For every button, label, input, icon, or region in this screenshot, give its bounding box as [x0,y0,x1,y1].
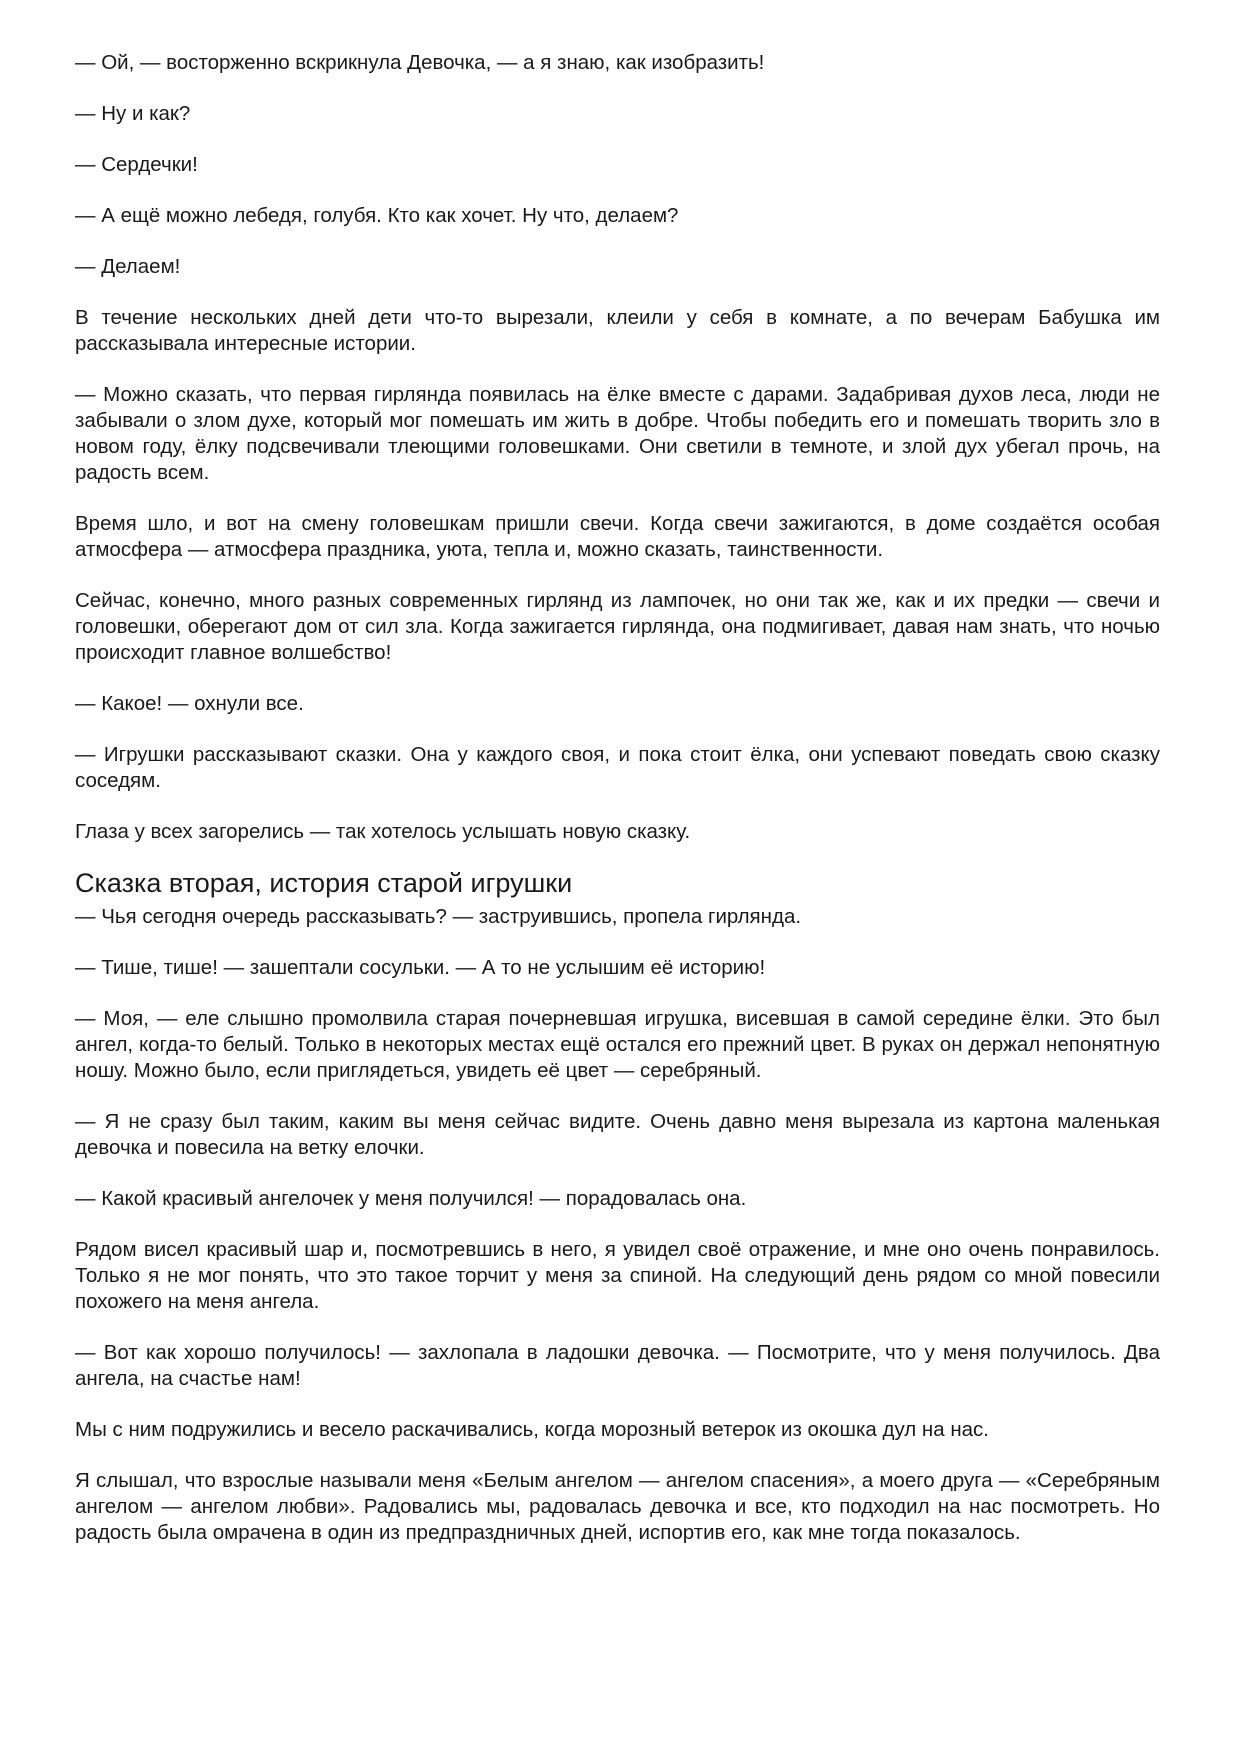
paragraph: — Ой, — восторженно вскрикнула Девочка, — а я знаю, как изобразить! [75,51,765,74]
paragraph: — Вот как хорошо получилось! — захлопала в ладошки девочка. — Посмотрите, что у меня получилось. Два ангела, на счастье нам! [75,1341,1160,1390]
paragraph: — Можно сказать, что первая гирлянда появилась на ёлке вместе с дарами. Задабривая духов леса, люди не забывали о злом духе, который мог помешать им жить в добре. Чтобы победить его и помешать творить зло в новом году, ёлку подсвечивали тлеющими головешками. Они светили в темноте, и злой дух убегал прочь, на радость всем. [75,383,1160,484]
paragraph: Мы с ним подружились и весело раскачивались, когда морозный ветерок из окошка дул на нас. [75,1418,990,1441]
paragraph: — Моя, — еле слышно промолвила старая почерневшая игрушка, висевшая в самой середине ёлки. Это был ангел, когда-то белый. Только в некоторых местах ещё остался его прежний цвет. В руках он держал непонятную ношу. Можно было, если приглядеться, увидеть её цвет — серебряный. [75,1007,1160,1082]
paragraph: — Ну и как? [75,102,191,125]
section-heading: Сказка вторая, история старой игрушки [75,868,573,898]
paragraph: — Чья сегодня очередь рассказывать? — заструившись, пропела гирлянда. [75,905,802,928]
paragraph: — Какой красивый ангелочек у меня получился! — порадовалась она. [75,1187,747,1210]
document-page [75,50,1160,1571]
paragraph: В течение нескольких дней дети что-то вырезали, клеили у себя в комнате, а по вечерам Бабушка им рассказывала интересные истории. [75,306,1160,355]
paragraph: Время шло, и вот на смену головешкам пришли свечи. Когда свечи зажигаются, в доме создаётся особая атмосфера — атмосфера праздника, уюта, тепла и, можно сказать, таинственности. [75,512,1160,561]
paragraph: — Тише, тише! — зашептали сосульки. — А то не услышим её историю! [75,956,766,979]
paragraph: — А ещё можно лебедя, голубя. Кто как хочет. Ну что, делаем? [75,204,679,227]
paragraph: — Я не сразу был таким, каким вы меня сейчас видите. Очень давно меня вырезала из картона маленькая девочка и повесила на ветку елочки. [75,1110,1160,1159]
paragraph: — Игрушки рассказывают сказки. Она у каждого своя, и пока стоит ёлка, они успевают поведать свою сказку соседям. [75,743,1160,792]
paragraph: Я слышал, что взрослые называли меня «Белым ангелом — ангелом спасения», а моего друга — «Серебряным ангелом — ангелом любви». Радовались мы, радовалась девочка и все, кто подходил на нас посмотреть. Но радость была омрачена в один из предпраздничных дней, испортив его, как мне тогда показалось. [75,1469,1160,1544]
paragraph: Сейчас, конечно, много разных современных гирлянд из лампочек, но они так же, как и их предки — свечи и головешки, оберегают дом от сил зла. Когда зажигается гирлянда, она подмигивает, давая нам знать, что ночью происходит главное волшебство! [75,589,1160,664]
paragraph: Глаза у всех загорелись — так хотелось услышать новую сказку. [75,820,691,843]
paragraph: — Делаем! [75,255,181,278]
paragraph: Рядом висел красивый шар и, посмотревшись в него, я увидел своё отражение, и мне оно очень понравилось. Только я не мог понять, что это такое торчит у меня за спиной. На следующий день рядом со мной повесили похожего на меня ангела. [75,1238,1160,1313]
paragraph: — Сердечки! [75,153,198,176]
paragraph: — Какое! — охнули все. [75,692,304,715]
